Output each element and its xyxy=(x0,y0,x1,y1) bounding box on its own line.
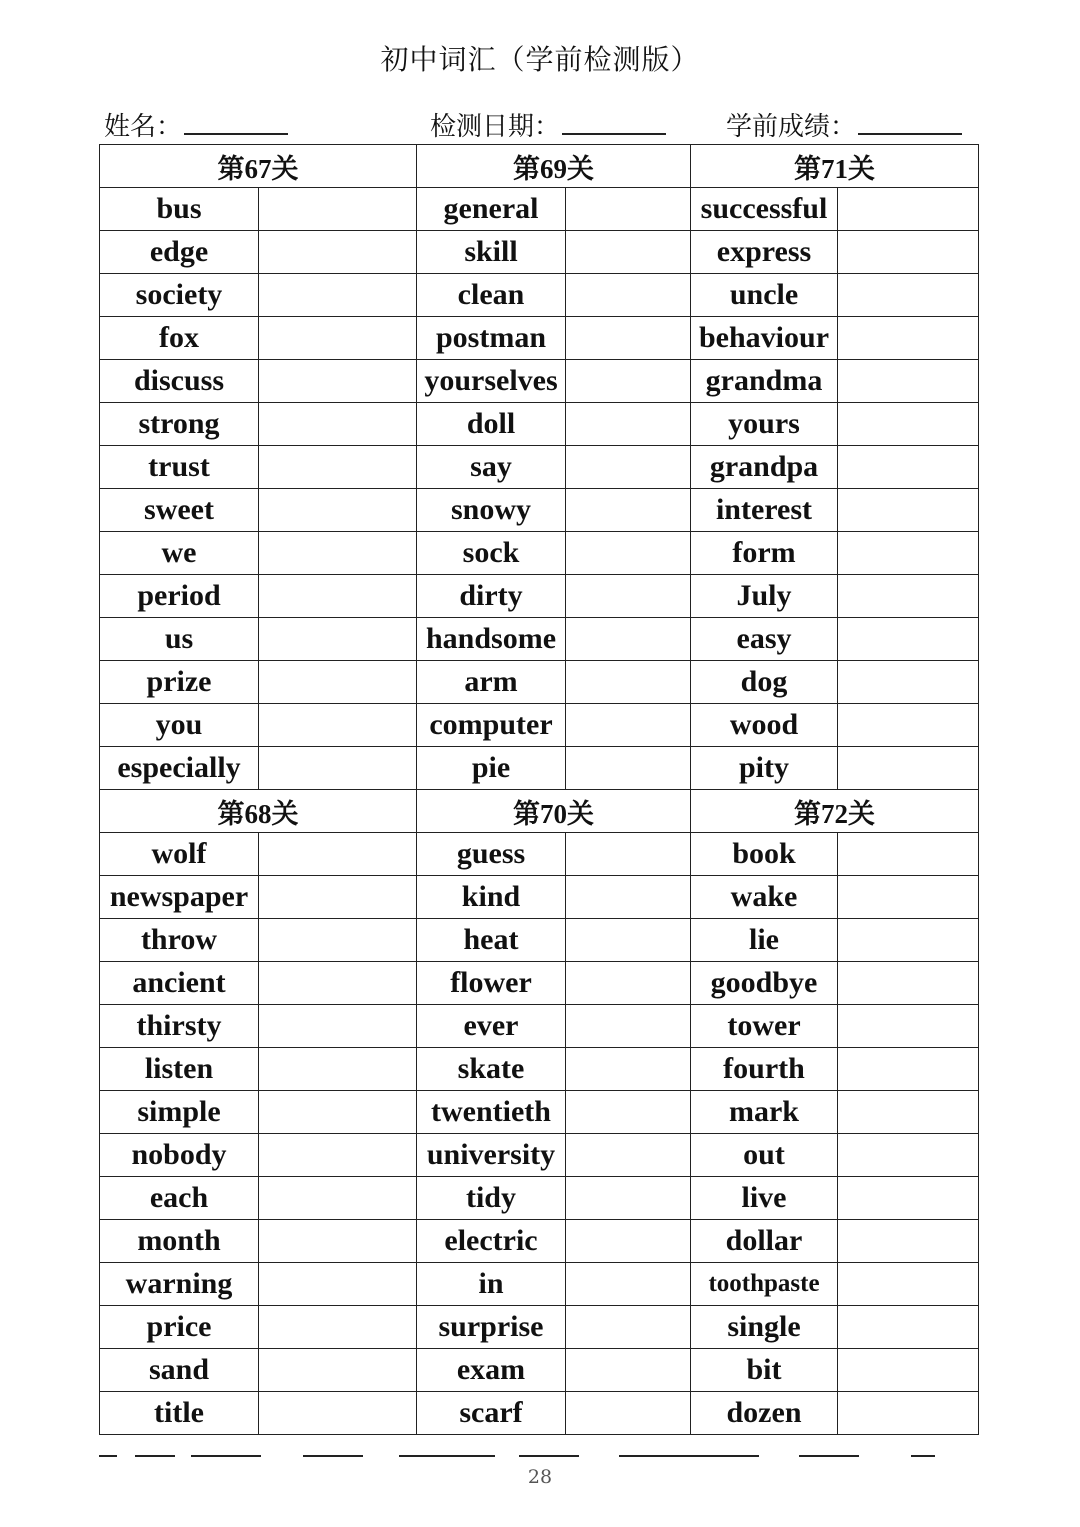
vocab-word: prize xyxy=(100,661,259,704)
test-date-field[interactable] xyxy=(430,106,666,143)
word-row xyxy=(100,1263,979,1306)
vocab-word: snowy xyxy=(417,489,566,532)
vocab-word: pie xyxy=(417,747,566,790)
answer-cell[interactable] xyxy=(566,1091,691,1134)
torn-bottom-edge xyxy=(99,1452,979,1462)
vocab-word: lie xyxy=(691,919,838,962)
vocab-word: twentieth xyxy=(417,1091,566,1134)
answer-cell[interactable] xyxy=(259,1177,417,1220)
answer-cell[interactable] xyxy=(838,446,979,489)
answer-cell[interactable] xyxy=(259,489,417,532)
answer-cell[interactable] xyxy=(838,360,979,403)
answer-cell[interactable] xyxy=(838,1005,979,1048)
answer-cell[interactable] xyxy=(838,876,979,919)
word-row xyxy=(100,1220,979,1263)
vocab-word: tidy xyxy=(417,1177,566,1220)
vocab-word: ever xyxy=(417,1005,566,1048)
test-date-label: 检测日期： xyxy=(430,112,561,142)
vocab-word: edge xyxy=(100,231,259,274)
vocab-word: toothpaste xyxy=(691,1263,838,1306)
answer-cell[interactable] xyxy=(838,1392,979,1435)
vocab-word: bus xyxy=(100,188,259,231)
vocab-word: behaviour xyxy=(691,317,838,360)
answer-cell[interactable] xyxy=(566,274,691,317)
answer-cell[interactable] xyxy=(259,1306,417,1349)
vocab-word: say xyxy=(417,446,566,489)
pre-score-label: 学前成绩： xyxy=(726,112,857,142)
vocab-word: skate xyxy=(417,1048,566,1091)
word-row xyxy=(100,1306,979,1349)
vocab-word: dollar xyxy=(691,1220,838,1263)
vocab-word: easy xyxy=(691,618,838,661)
vocab-word: month xyxy=(100,1220,259,1263)
answer-cell[interactable] xyxy=(259,274,417,317)
vocab-word: dirty xyxy=(417,575,566,618)
section-header-row xyxy=(100,145,979,188)
answer-cell[interactable] xyxy=(838,575,979,618)
answer-cell[interactable] xyxy=(566,1177,691,1220)
vocab-word: listen xyxy=(100,1048,259,1091)
answer-cell[interactable] xyxy=(259,919,417,962)
answer-cell[interactable] xyxy=(566,876,691,919)
answer-cell[interactable] xyxy=(838,962,979,1005)
answer-cell[interactable] xyxy=(259,188,417,231)
answer-cell[interactable] xyxy=(259,403,417,446)
page-number: 28 xyxy=(527,1466,553,1488)
vocab-word: arm xyxy=(417,661,566,704)
answer-cell[interactable] xyxy=(566,747,691,790)
answer-cell[interactable] xyxy=(259,1091,417,1134)
vocab-word: university xyxy=(417,1134,566,1177)
vocab-word: wolf xyxy=(100,833,259,876)
vocab-word: dozen xyxy=(691,1392,838,1435)
vocab-word: sand xyxy=(100,1349,259,1392)
vocab-word: you xyxy=(100,704,259,747)
vocab-word: handsome xyxy=(417,618,566,661)
vocabulary-table xyxy=(99,144,979,1435)
answer-cell[interactable] xyxy=(259,747,417,790)
word-row xyxy=(100,188,979,231)
answer-cell[interactable] xyxy=(259,1349,417,1392)
vocab-word: in xyxy=(417,1263,566,1306)
answer-cell[interactable] xyxy=(566,661,691,704)
vocab-word: thirsty xyxy=(100,1005,259,1048)
vocab-word: skill xyxy=(417,231,566,274)
answer-cell[interactable] xyxy=(838,704,979,747)
vocab-word: trust xyxy=(100,446,259,489)
answer-cell[interactable] xyxy=(566,231,691,274)
answer-cell[interactable] xyxy=(838,317,979,360)
vocab-word: newspaper xyxy=(100,876,259,919)
word-row xyxy=(100,1134,979,1177)
word-row xyxy=(100,661,979,704)
name-field[interactable] xyxy=(104,106,288,143)
vocab-word: express xyxy=(691,231,838,274)
answer-cell[interactable] xyxy=(566,575,691,618)
answer-cell[interactable] xyxy=(566,919,691,962)
word-row xyxy=(100,446,979,489)
vocab-word: bit xyxy=(691,1349,838,1392)
section-header-row xyxy=(100,790,979,833)
vocab-word: computer xyxy=(417,704,566,747)
answer-cell[interactable] xyxy=(566,618,691,661)
vocab-word: grandma xyxy=(691,360,838,403)
answer-cell[interactable] xyxy=(259,317,417,360)
vocab-word: out xyxy=(691,1134,838,1177)
vocab-word: book xyxy=(691,833,838,876)
answer-cell[interactable] xyxy=(838,1177,979,1220)
answer-cell[interactable] xyxy=(838,833,979,876)
word-row xyxy=(100,919,979,962)
word-row xyxy=(100,575,979,618)
answer-cell[interactable] xyxy=(566,188,691,231)
answer-cell[interactable] xyxy=(259,1048,417,1091)
word-row xyxy=(100,618,979,661)
vocab-word: strong xyxy=(100,403,259,446)
answer-cell[interactable] xyxy=(259,532,417,575)
vocab-word: period xyxy=(100,575,259,618)
vocab-word: mark xyxy=(691,1091,838,1134)
word-row xyxy=(100,1177,979,1220)
vocab-word: exam xyxy=(417,1349,566,1392)
word-row xyxy=(100,1048,979,1091)
answer-cell[interactable] xyxy=(259,962,417,1005)
answer-cell[interactable] xyxy=(566,1306,691,1349)
vocab-word: price xyxy=(100,1306,259,1349)
vocab-word: electric xyxy=(417,1220,566,1263)
vocab-word: grandpa xyxy=(691,446,838,489)
vocab-word: sock xyxy=(417,532,566,575)
word-row xyxy=(100,532,979,575)
answer-cell[interactable] xyxy=(259,575,417,618)
answer-cell[interactable] xyxy=(838,403,979,446)
vocab-word: single xyxy=(691,1306,838,1349)
page-title: 初中词汇（学前检测版） xyxy=(380,43,700,76)
vocab-word: July xyxy=(691,575,838,618)
answer-cell[interactable] xyxy=(566,1220,691,1263)
vocab-word: we xyxy=(100,532,259,575)
answer-cell[interactable] xyxy=(259,1392,417,1435)
vocab-word: flower xyxy=(417,962,566,1005)
level-header: 第69关 xyxy=(417,145,691,188)
answer-cell[interactable] xyxy=(566,1134,691,1177)
vocab-word: tower xyxy=(691,1005,838,1048)
pre-score-field[interactable] xyxy=(726,106,962,143)
answer-cell[interactable] xyxy=(838,1263,979,1306)
answer-cell[interactable] xyxy=(259,876,417,919)
word-row xyxy=(100,962,979,1005)
vocab-word: each xyxy=(100,1177,259,1220)
vocab-word: ancient xyxy=(100,962,259,1005)
test-date-blank[interactable] xyxy=(562,113,666,135)
word-row xyxy=(100,1349,979,1392)
vocab-word: us xyxy=(100,618,259,661)
vocab-word: fourth xyxy=(691,1048,838,1091)
vocab-word: successful xyxy=(691,188,838,231)
pre-score-blank[interactable] xyxy=(858,113,962,135)
answer-cell[interactable] xyxy=(566,403,691,446)
vocab-word: clean xyxy=(417,274,566,317)
answer-cell[interactable] xyxy=(566,1392,691,1435)
vocab-word: scarf xyxy=(417,1392,566,1435)
answer-cell[interactable] xyxy=(566,446,691,489)
answer-cell[interactable] xyxy=(838,231,979,274)
answer-cell[interactable] xyxy=(566,317,691,360)
answer-cell[interactable] xyxy=(838,1091,979,1134)
vocab-word: warning xyxy=(100,1263,259,1306)
level-header: 第68关 xyxy=(100,790,417,833)
answer-cell[interactable] xyxy=(566,962,691,1005)
vocab-word: yours xyxy=(691,403,838,446)
vocab-word: heat xyxy=(417,919,566,962)
vocab-word: goodbye xyxy=(691,962,838,1005)
word-row xyxy=(100,274,979,317)
vocab-word: guess xyxy=(417,833,566,876)
answer-cell[interactable] xyxy=(566,704,691,747)
vocab-word: wood xyxy=(691,704,838,747)
word-row xyxy=(100,1091,979,1134)
vocab-word: wake xyxy=(691,876,838,919)
vocab-word: title xyxy=(100,1392,259,1435)
word-row xyxy=(100,747,979,790)
answer-cell[interactable] xyxy=(838,1048,979,1091)
vocab-word: doll xyxy=(417,403,566,446)
answer-cell[interactable] xyxy=(259,704,417,747)
answer-cell[interactable] xyxy=(838,1306,979,1349)
vocab-word: general xyxy=(417,188,566,231)
answer-cell[interactable] xyxy=(566,1005,691,1048)
answer-cell[interactable] xyxy=(259,661,417,704)
answer-cell[interactable] xyxy=(838,1349,979,1392)
answer-cell[interactable] xyxy=(259,1005,417,1048)
answer-cell[interactable] xyxy=(566,489,691,532)
answer-cell[interactable] xyxy=(838,747,979,790)
word-row xyxy=(100,403,979,446)
vocab-word: discuss xyxy=(100,360,259,403)
answer-cell[interactable] xyxy=(566,833,691,876)
vocab-word: simple xyxy=(100,1091,259,1134)
level-header: 第72关 xyxy=(691,790,979,833)
answer-cell[interactable] xyxy=(259,446,417,489)
vocab-word: kind xyxy=(417,876,566,919)
answer-cell[interactable] xyxy=(566,1349,691,1392)
answer-cell[interactable] xyxy=(838,1220,979,1263)
vocab-word: sweet xyxy=(100,489,259,532)
word-row xyxy=(100,876,979,919)
level-header: 第71关 xyxy=(691,145,979,188)
answer-cell[interactable] xyxy=(838,618,979,661)
answer-cell[interactable] xyxy=(259,833,417,876)
answer-cell[interactable] xyxy=(838,1134,979,1177)
answer-cell[interactable] xyxy=(838,188,979,231)
vocab-word: especially xyxy=(100,747,259,790)
answer-cell[interactable] xyxy=(838,489,979,532)
level-header: 第67关 xyxy=(100,145,417,188)
vocab-word: pity xyxy=(691,747,838,790)
answer-cell[interactable] xyxy=(259,1220,417,1263)
word-row xyxy=(100,231,979,274)
name-blank[interactable] xyxy=(184,113,288,135)
word-row xyxy=(100,489,979,532)
answer-cell[interactable] xyxy=(259,231,417,274)
vocab-word: dog xyxy=(691,661,838,704)
answer-cell[interactable] xyxy=(259,360,417,403)
name-label: 姓名： xyxy=(104,112,183,142)
level-header: 第70关 xyxy=(417,790,691,833)
answer-cell[interactable] xyxy=(566,532,691,575)
vocab-word: interest xyxy=(691,489,838,532)
answer-cell[interactable] xyxy=(566,1263,691,1306)
answer-cell[interactable] xyxy=(566,1048,691,1091)
vocab-word: nobody xyxy=(100,1134,259,1177)
answer-cell[interactable] xyxy=(259,1134,417,1177)
vocab-word: postman xyxy=(417,317,566,360)
word-row xyxy=(100,317,979,360)
answer-cell[interactable] xyxy=(838,661,979,704)
answer-cell[interactable] xyxy=(566,360,691,403)
vocab-word: yourselves xyxy=(417,360,566,403)
vocab-word: throw xyxy=(100,919,259,962)
answer-cell[interactable] xyxy=(838,274,979,317)
word-row xyxy=(100,360,979,403)
vocab-word: form xyxy=(691,532,838,575)
answer-cell[interactable] xyxy=(259,618,417,661)
word-row xyxy=(100,704,979,747)
word-row xyxy=(100,1392,979,1435)
vocab-word: uncle xyxy=(691,274,838,317)
vocab-word: live xyxy=(691,1177,838,1220)
vocab-word: society xyxy=(100,274,259,317)
vocab-word: surprise xyxy=(417,1306,566,1349)
vocab-word: fox xyxy=(100,317,259,360)
answer-cell[interactable] xyxy=(838,919,979,962)
word-row xyxy=(100,833,979,876)
answer-cell[interactable] xyxy=(259,1263,417,1306)
answer-cell[interactable] xyxy=(838,532,979,575)
word-row xyxy=(100,1005,979,1048)
